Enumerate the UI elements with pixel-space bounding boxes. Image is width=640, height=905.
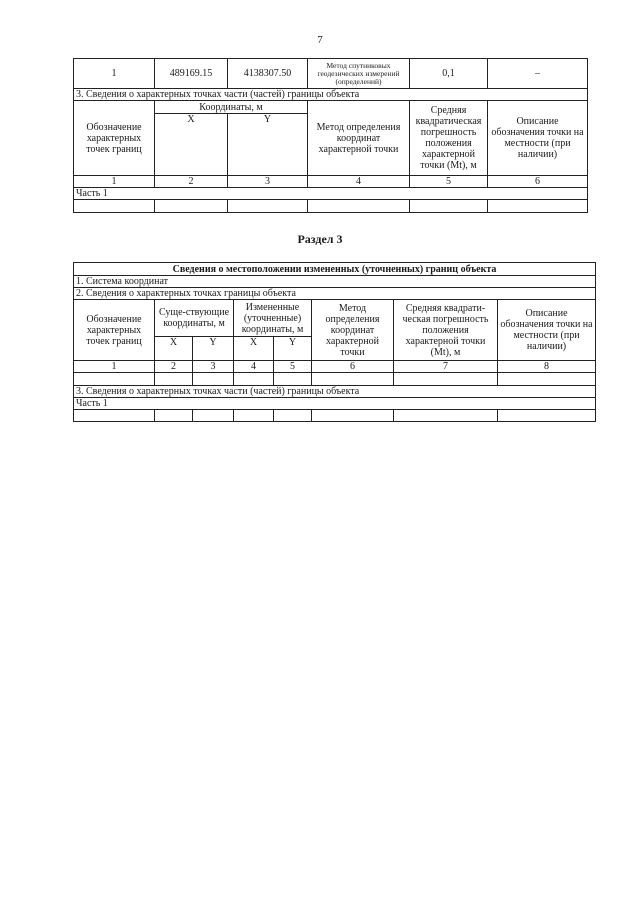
header-existing-x: X (155, 337, 193, 361)
header-description: Описание обозначения точки на местности (при наличии) (498, 300, 596, 361)
row1-method: Метод спутниковых геодезических измерений (определений) (308, 59, 410, 89)
header-point-designation: Обозначение характерных точек границ (74, 300, 155, 361)
header-method: Метод определения координат характерной точки (312, 300, 394, 361)
header-changed-coordinates: Измененные (уточненные) координаты, м (234, 300, 312, 337)
coordinate-system-row: 1. Система координат (74, 276, 596, 288)
header-coordinates: Координаты, м (155, 101, 308, 114)
header-changed-x: X (234, 337, 274, 361)
col-number: 8 (498, 361, 596, 373)
table-row (74, 59, 588, 89)
col-number: 6 (312, 361, 394, 373)
header-method: Метод определения координат характерной точки (308, 101, 410, 176)
col-number: 4 (308, 176, 410, 188)
col-number: 3 (193, 361, 234, 373)
header-y: Y (228, 114, 308, 176)
col-number: 1 (74, 361, 155, 373)
row1-number: 1 (74, 59, 155, 89)
col-number: 2 (155, 176, 228, 188)
table-row (74, 373, 596, 386)
header-point-designation: Обозначение характерных точек границ (74, 101, 155, 176)
col-number: 1 (74, 176, 155, 188)
row1-description: – (488, 59, 588, 89)
column-numbers-row (74, 176, 588, 188)
header-error: Средняя квадрати-ческая погрешность положения характерной точки (Mt), м (394, 300, 498, 361)
row1-y: 4138307.50 (228, 59, 308, 89)
header-changed-y: Y (274, 337, 312, 361)
col-number: 5 (274, 361, 312, 373)
col-number: 3 (228, 176, 308, 188)
col-number: 2 (155, 361, 193, 373)
col-number: 7 (394, 361, 498, 373)
header-error: Средняя квадратическая погрешность положения характерной точки (Mt), м (410, 101, 488, 176)
page-number: 7 (317, 34, 323, 46)
section-heading: Раздел 3 (297, 232, 343, 246)
part-label: Часть 1 (74, 188, 588, 200)
col-number: 6 (488, 176, 588, 188)
column-numbers-row (74, 361, 596, 373)
table-row (74, 410, 596, 422)
boundary-points-row: 2. Сведения о характерных точках границы объекта (74, 288, 596, 300)
section3-table (73, 262, 596, 422)
col-number: 4 (234, 361, 274, 373)
col-number: 5 (410, 176, 488, 188)
table-row (74, 200, 588, 213)
header-existing-coordinates: Суще-ствующие координаты, м (155, 300, 234, 337)
header-existing-y: Y (193, 337, 234, 361)
part-label: Часть 1 (74, 398, 596, 410)
header-x: X (155, 114, 228, 176)
section3-table-title: Сведения о местоположении измененных (уточненных) границ объекта (74, 263, 596, 276)
section3-part-title: 3. Сведения о характерных точках части (частей) границы объекта (74, 386, 596, 398)
row1-x: 489169.15 (155, 59, 228, 89)
row1-error: 0,1 (410, 59, 488, 89)
header-description: Описание обозначения точки на местности (при наличии) (488, 101, 588, 176)
top-table (73, 58, 588, 213)
section3-title: 3. Сведения о характерных точках части (частей) границы объекта (74, 89, 588, 101)
